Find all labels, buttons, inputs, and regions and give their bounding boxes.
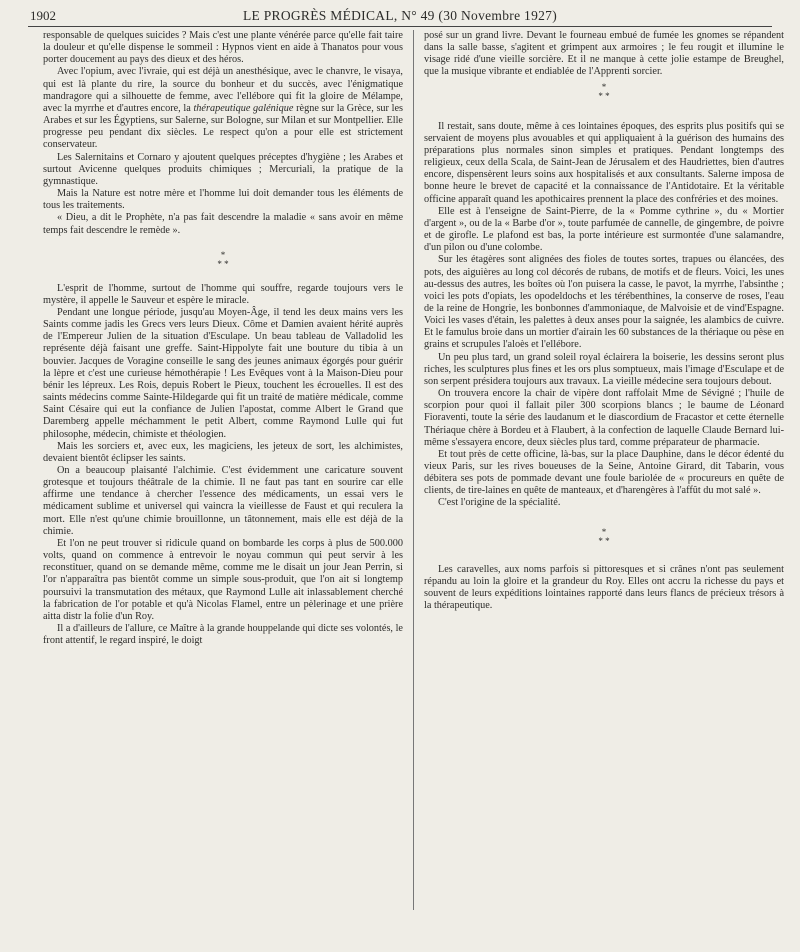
running-header	[28, 6, 772, 26]
paragraph: Pendant une longue période, jusqu'au Moyen-Âge, il tend les deux mains vers les Saints comme jadis les Grecs vers leurs Dieux. Côme et Damien avaient hérité auprès de l'Empereur Julien de la situation d'Esculape. Un beau tableau de Valladolid les représente déjà faisant une greffe. Saint-Hippolyte fait une bouture du tibia à un bouvier. Jacques de Voragine conseille le sang des jeunes animaux égorgés pour guérir la lèpre et c'est une curieuse hémothérapie ! Les Evêques vont à la Maison-Dieu pour bénir les lépreux. Les Rois, depuis Robert le Pieux, touchent les écrouelles. Il est des saints médecins comme Sainte-Hildegarde qui fit un traité de matière médicale, comme Saint Césaire qui eut la confiance de Julien l'apostat, comme Albert le Grand que Daremberg appelle méchamment le petit Albert, comme Raymond Lulle qui fut philosophe, médecin, chimiste et théologien.	[43, 306, 403, 440]
paragraph-text: règne sur la Grèce, sur les Arabes et sur les Égyptiens, sur Salerne, sur Bologne, sur Milan et sur Montpellier. Elle progresse peu pendant dix siècles. Le respect qu'on a pour elle est strictement conservateur.	[43, 102, 404, 151]
paragraph	[43, 66, 403, 151]
separator-star-top: *	[601, 81, 607, 92]
header-rule	[28, 26, 772, 27]
paragraph: responsable de quelques suicides ? Mais c'est une plante vénérée parce qu'elle fait taire la douleur et qu'elle dispense le sommeil : Hypnos vient en aide à Thanatos pour vous porter doucement au pays des dieux et des héros.	[43, 30, 403, 66]
paragraph: Il restait, sans doute, même à ces lointaines époques, des esprits plus positifs qui se servaient de moyens plus avouables et qui appliquaient à la guérison des humains des préparations plus normales sinon simples et pratiques. Pendant longtemps des religieux, ceux della Scala, de Saint-Jean de Jérusalem et des Haudriettes, bien d'autres encore, dispensèrent leurs soins aux hospitalisés et aux consultants. Salerne imposa de bonne heure le brevet de capacité et la connaissance de l'Antidotaire. Et la véritable officine apparaît quand les apothicaires prennent la place des confréries et des moines.	[424, 120, 784, 205]
paragraph: Un peu plus tard, un grand soleil royal éclairera la boiserie, les dessins seront plus riches, les sculptures plus fines et les ors plus somptueux, mais l'image d'Esculape et de son serpent présidera toujours aux travaux. La vieille médecine sera toujours debout.	[424, 351, 784, 387]
left-column	[43, 30, 403, 647]
paragraph: « Dieu, a dit le Prophète, n'a pas fait descendre la maladie « sans avoir en même temps fait descendre le remède ».	[43, 212, 403, 236]
paragraph-text: Avec l'opium, avec l'ivraie, qui est déjà un anesthésique, avec le chanvre, le visaya, qui est là plante du rire, la source du bonheur et du succès, avec l'énigmatique mandragore qui a silhouette de femme, avec l'ellébore qui fit la gloire de Mélampe, avec la myrrhe et d'autres encore, la	[43, 66, 403, 114]
paragraph: L'esprit de l'homme, surtout de l'homme qui souffre, regarde toujours vers le mystère, il appelle le Sauveur et espère le miracle.	[43, 282, 403, 306]
section-separator	[424, 83, 784, 101]
page-number: 1902	[30, 8, 56, 23]
separator-star-bottom: * *	[217, 258, 229, 269]
paragraph: Les Salernitains et Cornaro y ajoutent quelques préceptes d'hygiène ; les Arabes et surtout Avicenne quelques produits chimiques ; Mercuriali, la pratique de la gymnastique.	[43, 151, 403, 187]
paragraph: Et tout près de cette officine, là-bas, sur la place Dauphine, dans le décor édenté du vieux Paris, sur les rives boueuses de la Seine, Antoine Girard, dit Tabarin, vous débitera ses pots de pommade devant une foule bariolée de « procureurs en quête de clients, de tire-laines en quête de manteaux, et d'harengères à l'affût du mot salé ».	[424, 448, 784, 497]
paragraph: On a beaucoup plaisanté l'alchimie. C'est évidemment une caricature souvent grotesque et toujours théâtrale de la chimie. Il ne faut pas tant en sourire car elle affirme une tendance à chercher l'essence des médicaments, un essai vers le médicament sublime et universel qui vaincra la vieillesse de Faust et qui reculera la mort. Elle n'est qu'une chimie brouillonne, un tâtonnement, mais elle est déjà de la chimie.	[43, 465, 403, 537]
right-column	[424, 30, 784, 612]
section-separator	[43, 251, 403, 269]
paragraph: Sur les étagères sont alignées des fioles de toutes sortes, trapues ou élancées, des pots, des aiguières au long col décorés de rubans, de motifs et de fleurs. Voici, les unes au-dessus des autres, les boîtes où l'on puisera la casse, le pavot, la myrrhe, l'absinthe ; voici les pots d'opiats, les opodeldochs et les térébenthines, la conserve de roses, l'eau de la reine de Hongrie, les bonbonnes d'ammoniaque, de Malvoisie et de vind'Espagne. Voici les vases d'étain, les palettes à deux anses pour la saignée, les alambics de cuivre. Et le famulus broie dans un mortier d'airain les 60 substances de la thériaque ou pèse en grains et scrupules l'aloès et l'ellébore.	[424, 254, 784, 351]
paragraph: On trouvera encore la chair de vipère dont raffolait Mme de Sévigné ; l'huile de scorpion pour quoi il fallait piler 300 scorpions blancs ; le baume de Léonard Fioraventi, toute la série des laudanum et le diascordium de Fracastor et cette éternelle Thériaque chère à Bordeu et à Flaubert, à la confection de laquelle Claude Bernard lui-même s'essayera encore, deux siècles plus tard, comme préparateur de pharmacie.	[424, 388, 784, 448]
italic-term: thérapeutique galénique	[193, 102, 294, 114]
paragraph: Les caravelles, aux noms parfois si pittoresques et si crânes n'ont pas seulement répandu au loin la gloire et la grandeur du Roy. Elles ont accru la richesse du pays et souvent de leurs expéditions lointaines rapporté dans leurs flancs de précieux trésors à la thérapeutique.	[424, 563, 784, 612]
paragraph: Mais les sorciers et, avec eux, les magiciens, les jeteux de sort, les alchimistes, devaient bientôt éclipser les saints.	[43, 440, 403, 464]
paragraph: Et l'on ne peut trouver si ridicule quand on bombarde les corps à plus de 500.000 volts, quand on commence à entrevoir le noyau commun qui peut servir à les reconstituer, quand on se demande même, comme me le disait un jour Jean Perrin, si l'or n'apparaîtra pas bientôt comme un simple sous-produit, que l'on ait si longtemp poursuivi la transmutation des métaux, que Raymond Lulle ait inlassablement cherché la fabrication de l'or potable et qu'à Nicolas Flamel, entre un pèlerinage et une prière aitta distr la folie d'un Roy.	[43, 537, 403, 622]
section-separator	[424, 528, 784, 546]
paragraph: C'est l'origine de la spécialité.	[438, 497, 561, 509]
separator-star-bottom: * *	[598, 90, 610, 101]
separator-star-top: *	[220, 249, 226, 260]
separator-star-bottom: * *	[598, 535, 610, 546]
paragraph: Elle est à l'enseigne de Saint-Pierre, de la « Pomme cythrine », du « Mortier d'argent », ou de la « Barbe d'or », toute parfumée de cannelle, de gingembre, de poivre et de girofle. Le plafond est bas, la porte intérieure est surmontée d'une salamandre, d'un pilon ou d'une colombe.	[424, 205, 784, 254]
paragraph: Il a d'ailleurs de l'allure, ce Maître à la grande houppelande qui dicte ses volontés, le front attentif, le regard inspiré, le doigt	[43, 623, 403, 647]
paragraph: posé sur un grand livre. Devant le fourneau embué de fumée les gnomes se répandent dans la salle basse, s'agitent et grimpent aux armoires ; le feu rougit et illumine le visage ridé d'une vieille sorcière. Et il ne manque à cette jolie estampe de Breughel, que la musique vibrante et endiablée de l'Apprenti sorcier.	[424, 30, 784, 78]
paragraph: Mais la Nature est notre mère et l'homme lui doit demander tous les éléments de tous les traitements.	[43, 188, 403, 212]
column-divider	[413, 30, 414, 910]
running-title: LE PROGRÈS MÉDICAL, N° 49 (30 Novembre 1927)	[242, 8, 558, 23]
separator-star-top: *	[601, 526, 607, 537]
